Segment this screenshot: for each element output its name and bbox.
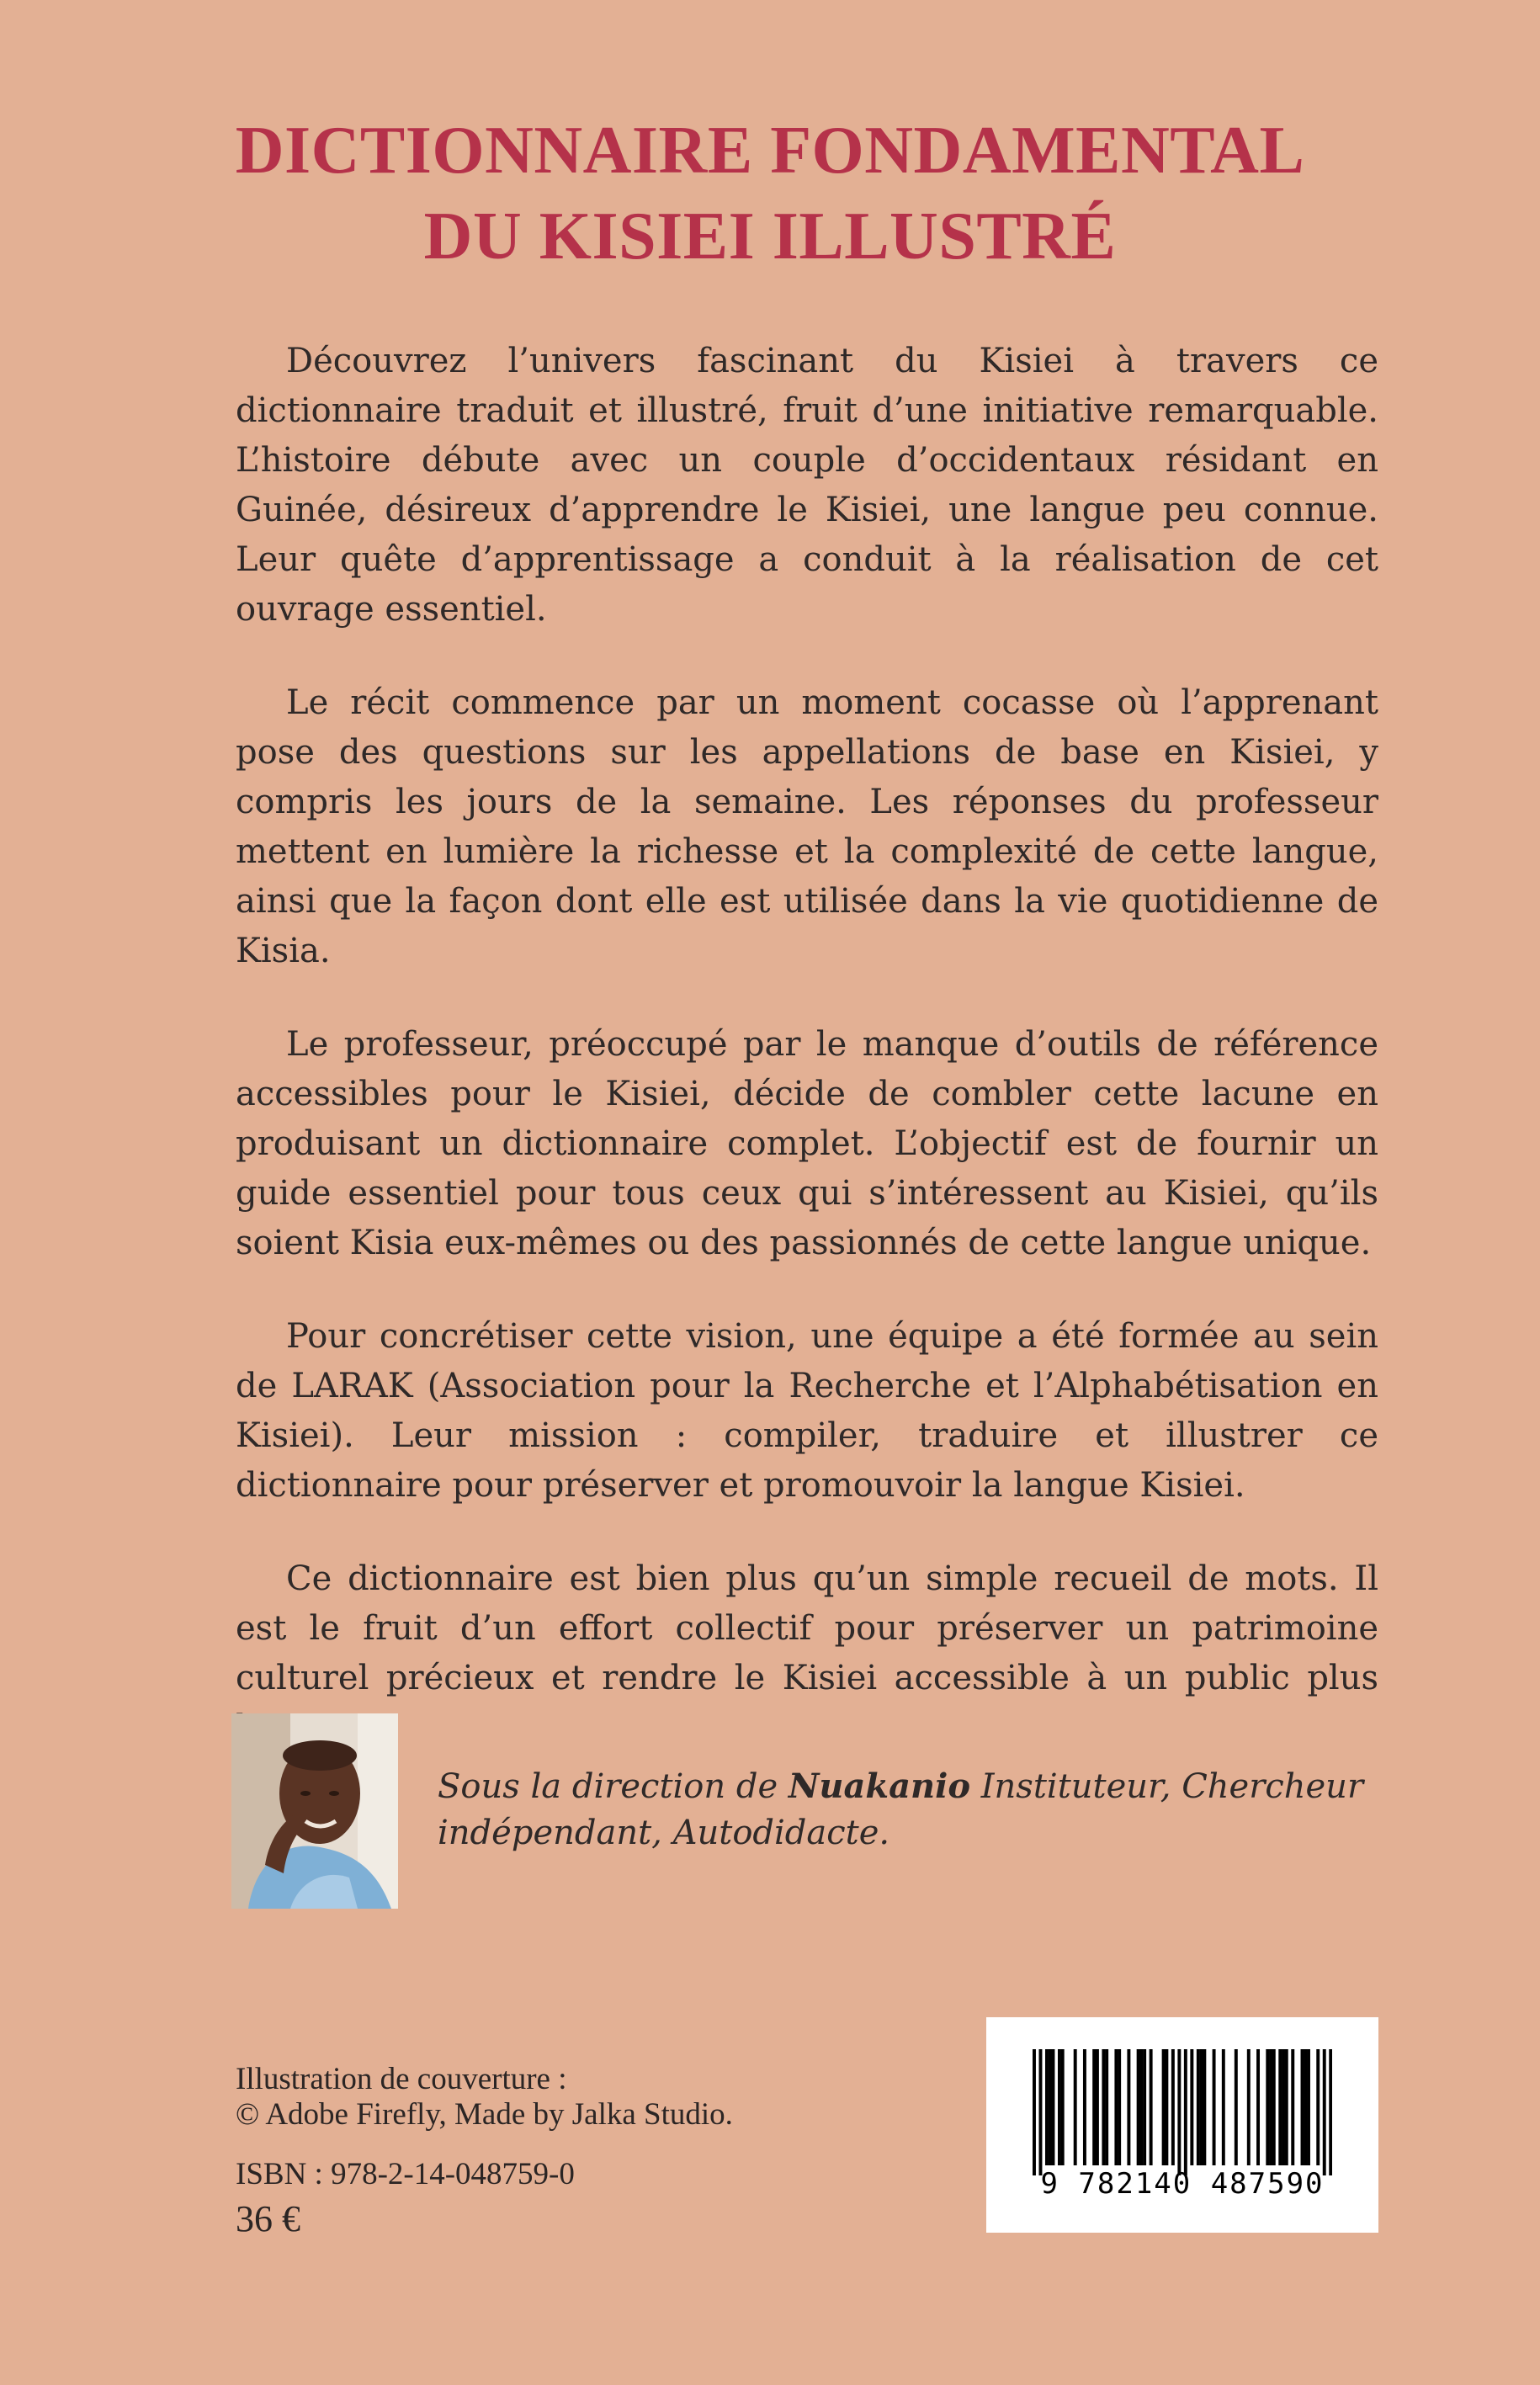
- author-prefix: Sous la direction de: [438, 1767, 789, 1806]
- barcode-bar: [1061, 2049, 1065, 2165]
- isbn: ISBN : 978-2-14-048759-0: [236, 2157, 575, 2191]
- barcode-bar: [1171, 2049, 1175, 2165]
- barcode-bar: [1051, 2049, 1054, 2165]
- barcode-bar: [1139, 2049, 1143, 2165]
- barcode-bar: [1272, 2049, 1276, 2165]
- barcode-bar: [1235, 2049, 1238, 2165]
- barcode-bar: [1058, 2049, 1061, 2165]
- barcode-bar: [1038, 2049, 1042, 2175]
- barcode-bar: [1329, 2049, 1332, 2175]
- barcode-bar: [1307, 2049, 1310, 2165]
- blurb-paragraph-1: Découvrez l’univers fascinant du Kisiei à travers ce dictionnaire traduit et illustré, fruit d’une initiative remarquable. L’histoire débute avec un couple d’occidentaux résidant en Guinée, désireux d’apprendre le Kisiei, une langue peu connue. Leur quête d’apprentissage a conduit à la réalisation de cet ouvrage essentiel.: [236, 342, 1378, 629]
- barcode-bar: [1127, 2049, 1130, 2165]
- price: 36 €: [236, 2198, 300, 2239]
- barcode-bar: [1045, 2049, 1049, 2165]
- book-title: [0, 108, 1540, 279]
- cover-credits-line-2: © Adobe Firefly, Made by Jalka Studio.: [236, 2097, 733, 2132]
- author-name: Nuakanio: [788, 1766, 971, 1806]
- barcode-bar: [1304, 2049, 1307, 2165]
- barcode-bar: [1269, 2049, 1272, 2165]
- barcode-bar: [1301, 2049, 1304, 2165]
- cover-credits: [236, 2062, 733, 2133]
- barcode-bar: [1165, 2049, 1168, 2165]
- barcode-bar: [1150, 2049, 1153, 2165]
- barcode-bar: [1102, 2049, 1105, 2165]
- book-title-line-1: DICTIONNAIRE FONDAMENTAL: [235, 114, 1305, 188]
- barcode-bar: [1162, 2049, 1166, 2165]
- barcode-bar: [1256, 2049, 1260, 2165]
- barcode-bar: [1137, 2049, 1140, 2165]
- barcode-bar: [1118, 2049, 1121, 2165]
- blurb: [236, 337, 1378, 1797]
- barcode-bar: [1033, 2049, 1036, 2175]
- barcode-bar: [1247, 2049, 1251, 2165]
- barcode-bar: [1200, 2049, 1203, 2165]
- barcode-bar: [1323, 2049, 1326, 2175]
- barcode-bar: [1285, 2049, 1288, 2165]
- barcode-bar: [1213, 2049, 1216, 2165]
- blurb-paragraph-2: Le récit commence par un moment cocasse où l’apprenant pose des questions sur les appellations de base en Kisiei, y compris les jours de la semaine. Les réponses du professeur mettent en lumière la richesse et la complexité de cette langue, ainsi que la façon dont elle est utilisée dans la vie quotidienne de Kisia.: [236, 683, 1378, 970]
- blurb-paragraph-4: Pour concrétiser cette vision, une équipe a été formée au sein de LARAK (Association pour la Recherche et l’Alphabétisation en Kisiei). Leur mission : compiler, traduire et illustrer ce dictionnaire pour préserver et promouvoir la langue Kisiei.: [236, 1317, 1378, 1505]
- barcode: [986, 2017, 1378, 2233]
- barcode-bar: [1222, 2049, 1225, 2165]
- author-photo: [231, 1713, 398, 1909]
- barcode-bar: [1197, 2049, 1200, 2165]
- barcode-bar: [1203, 2049, 1206, 2165]
- barcode-bar: [1278, 2049, 1282, 2165]
- barcode-digits: 9 782140 487590: [1040, 2167, 1325, 2201]
- cover-credits-line-1: Illustration de couverture :: [236, 2062, 567, 2096]
- author-caption: [438, 1763, 1380, 1856]
- book-title-line-2: DU KISIEI ILLUSTRÉ: [423, 199, 1117, 274]
- author-description: Instituteur, Chercheur indépendant, Autodidacte.: [438, 1767, 1364, 1852]
- barcode-bar: [1291, 2049, 1294, 2165]
- barcode-bar: [1143, 2049, 1146, 2165]
- blurb-paragraph-5: Ce dictionnaire est bien plus qu’un simple recueil de mots. Il est le fruit d’un effort collectif pour préserver un patrimoine culturel précieux et rendre le Kisiei accessible à un public plus: [236, 1559, 1378, 1697]
- barcode-bar: [1092, 2049, 1096, 2165]
- blurb-paragraph-3: Le professeur, préoccupé par le manque d’outils de référence accessibles pour le Kisiei, décide de combler cette lacune en produisant un dictionnaire complet. L’objectif est de fournir un guide essentiel pour tous ceux qui s’intéressent au Kisiei, qu’ils soient Kisia eux-mêmes ou des passionnés de cette langue unique.: [236, 1025, 1378, 1262]
- barcode-bar: [1177, 2049, 1181, 2175]
- barcode-bar: [1266, 2049, 1269, 2165]
- barcode-bar: [1083, 2049, 1086, 2165]
- barcode-bar: [1049, 2049, 1052, 2165]
- barcode-bar: [1074, 2049, 1077, 2165]
- barcode-bar: [1105, 2049, 1108, 2165]
- barcode-bar: [1316, 2049, 1320, 2165]
- barcode-bar: [1282, 2049, 1285, 2165]
- barcode-bar: [1096, 2049, 1099, 2165]
- barcode-bar: [1190, 2049, 1193, 2165]
- barcode-bar: [1184, 2049, 1187, 2175]
- barcode-bar: [1114, 2049, 1118, 2165]
- barcode-bars: [1033, 2049, 1332, 2175]
